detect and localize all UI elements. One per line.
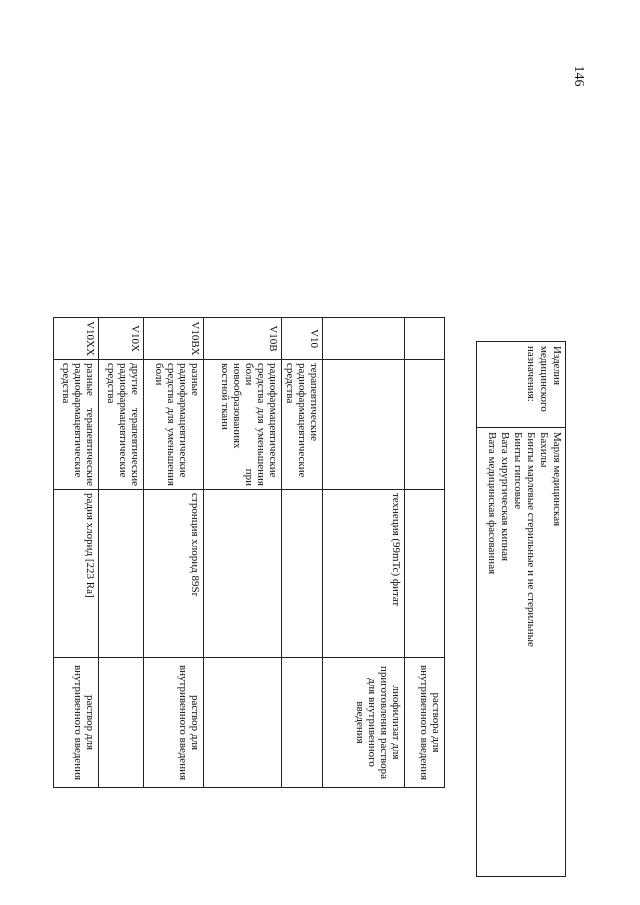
table-row [282, 318, 323, 788]
group-name-cell: терапевтические радиофармацевтические средства [282, 360, 323, 490]
group-name-cell: радиофармацевтические средства для уменьшения боли при новообразованиях костной ткани [204, 360, 282, 490]
dosage-form-cell: лиофилизат для приготовления раствора для внутривенного введения [323, 658, 405, 788]
substance-cell [204, 490, 282, 658]
drug-table-region [55, 317, 445, 787]
atc-code-cell: V10XX [54, 318, 99, 360]
list-item: Бинты гипсовые [512, 432, 524, 510]
group-name-cell [323, 360, 405, 490]
table-row [323, 318, 405, 788]
substance-cell: технеция (99mTc) фитат [323, 490, 405, 658]
substance-cell [282, 490, 323, 658]
group-name-cell: разные терапевтические радиофармацевтические средства [54, 360, 99, 490]
atc-code-cell: V10X [99, 318, 144, 360]
list-item: Вата хирургическая кипная [499, 432, 511, 562]
medical-devices-label: Изделия медицинского назначения: [477, 342, 566, 428]
atc-code-cell [405, 318, 445, 360]
group-name-cell: другие терапевтические радиофармацевтические средства [99, 360, 144, 490]
substance-cell: радия хлорид [223 Ra] [54, 490, 99, 658]
atc-code-cell: V10B [204, 318, 282, 360]
atc-code-cell: V10BX [144, 318, 204, 360]
atc-code-cell [323, 318, 405, 360]
table-row [54, 318, 99, 788]
dosage-form-cell: раствор для внутривенного введения [54, 658, 99, 788]
group-name-cell: разные радиофармацевтические средства для уменьшения боли [144, 360, 204, 490]
table-row [144, 318, 204, 788]
atc-code-cell: V10 [282, 318, 323, 360]
list-item: Марля медицинская [551, 432, 563, 527]
table-row [99, 318, 144, 788]
substance-cell: стронция хлорид 89Sr [144, 490, 204, 658]
group-name-cell [405, 360, 445, 490]
dosage-form-cell [99, 658, 144, 788]
drug-table [53, 317, 445, 788]
dosage-form-cell: раствор для внутривенного введения [144, 658, 204, 788]
list-item: Вата медицинская фасованная [486, 432, 498, 575]
table-row [405, 318, 445, 788]
medical-devices-list [477, 428, 566, 877]
substance-cell [99, 490, 144, 658]
dosage-form-cell: раствора для внутривенного введения [405, 658, 445, 788]
substance-cell [405, 490, 445, 658]
list-item: Бинты марлевые стерильные и не стерильные [525, 432, 537, 647]
list-item: Бахилы [538, 432, 550, 468]
dosage-form-cell [204, 658, 282, 788]
dosage-form-cell [282, 658, 323, 788]
medical-devices-region [476, 341, 566, 876]
table-row [204, 318, 282, 788]
medical-devices-table [476, 341, 566, 877]
page-number: 146 [571, 65, 586, 87]
